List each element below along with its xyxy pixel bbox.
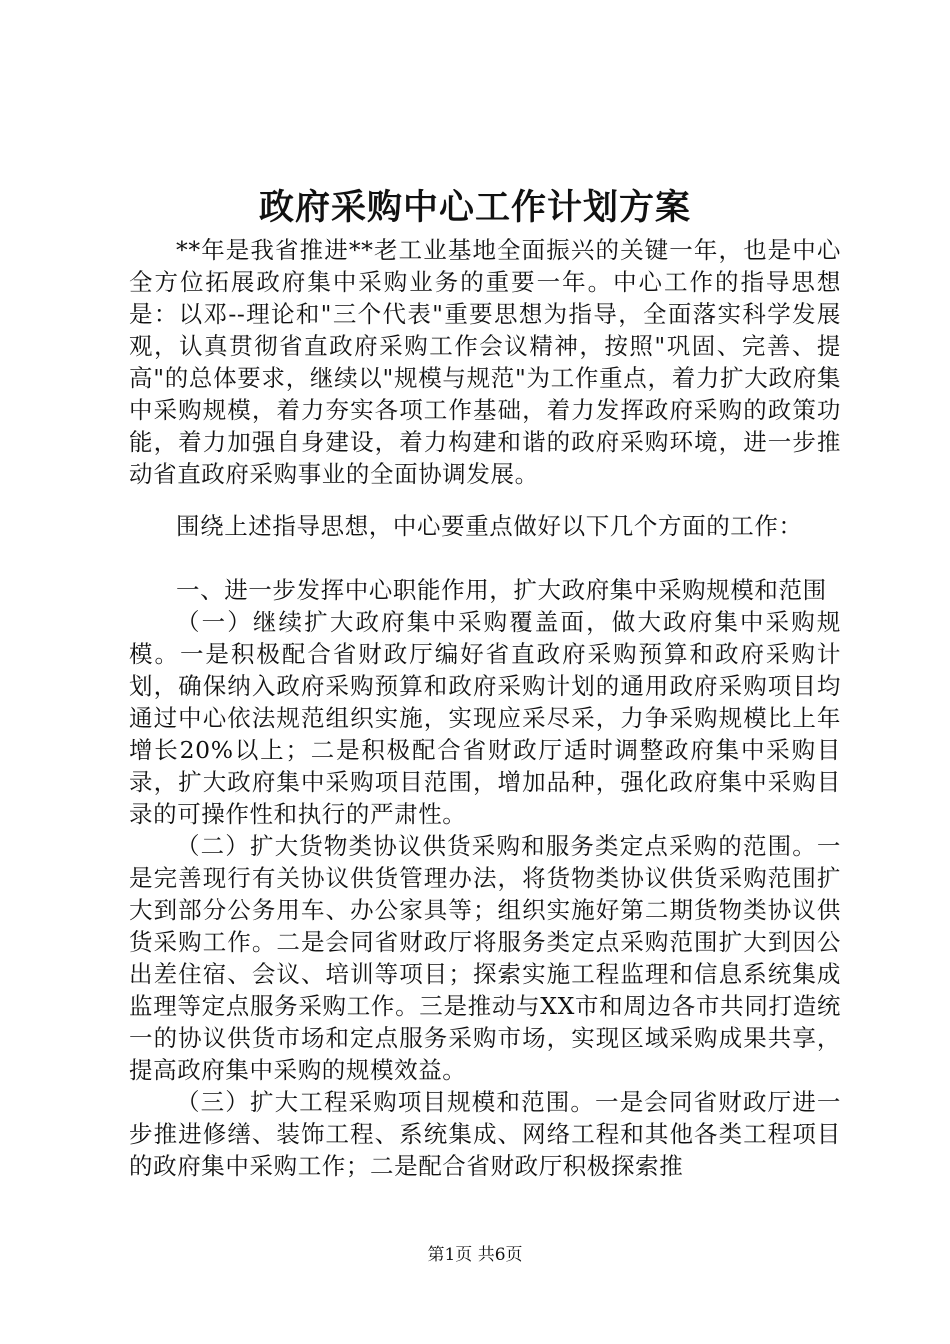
section-block: [129, 574, 841, 1182]
page-footer: 第1页 共6页: [427, 1245, 523, 1265]
section-heading-1: 一、进一步发挥中心职能作用，扩大政府集中采购规模和范围: [176, 576, 827, 604]
document-title: 政府采购中心工作计划方案: [258, 187, 691, 228]
subsection-2: （二）扩大货物类协议供货采购和服务类定点采购的范围。一是完善现行有关协议供货管理办法，将货物类协议供货采购范围扩大到部分公务用车、办公家具等；组织实施好第二期货物类协议供货采购工作。二是会同省财政厅将服务类定点采购范围扩大到因公出差住宿、会议、培训等项目；探索实施工程监理和信息系统集成监理等定点服务采购工作。三是推动与XX市和周边各市共同打造统一的协议供货市场和定点服务采购市场，实现区域采购成果共享，提高政府集中采购的规模效益。: [129, 832, 841, 1084]
subsection-3: （三）扩大工程采购项目规模和范围。一是会同省财政厅进一步推进修缮、装饰工程、系统集成、网络工程和其他各类工程项目的政府集中采购工作；二是配合省财政厅积极探索推: [129, 1088, 841, 1180]
paragraph-intro-block: [129, 234, 841, 490]
paragraph-lead: 围绕上述指导思想，中心要重点做好以下几个方面的工作：: [176, 512, 803, 540]
paragraph-intro: **年是我省推进**老工业基地全面振兴的关键一年，也是中心全方位拓展政府集中采购业务的重要一年。中心工作的指导思想是：以邓--理论和"三个代表"重要思想为指导，全面落实科学发展观，认真贯彻省直政府采购工作会议精神，按照"巩固、完善、提高"的总体要求，继续以"规模与规范"为工作重点，着力扩大政府集中采购规模，着力夯实各项工作基础，着力发挥政府采购的政策功能，着力加强自身建设，着力构建和谐的政府采购环境，进一步推动省直政府采购事业的全面协调发展。: [129, 236, 841, 488]
subsection-1: （一）继续扩大政府集中采购覆盖面，做大政府集中采购规模。一是积极配合省财政厅编好省直政府采购预算和政府采购计划，确保纳入政府采购预算和政府采购计划的通用政府采购项目均通过中心依法规范组织实施，实现应采尽采，力争采购规模比上年增长20%以上；二是积极配合省财政厅适时调整政府集中采购目录，扩大政府集中采购项目范围，增加品种，强化政府集中采购目录的可操作性和执行的严肃性。: [129, 608, 841, 828]
paragraph-lead-block: [129, 510, 841, 542]
